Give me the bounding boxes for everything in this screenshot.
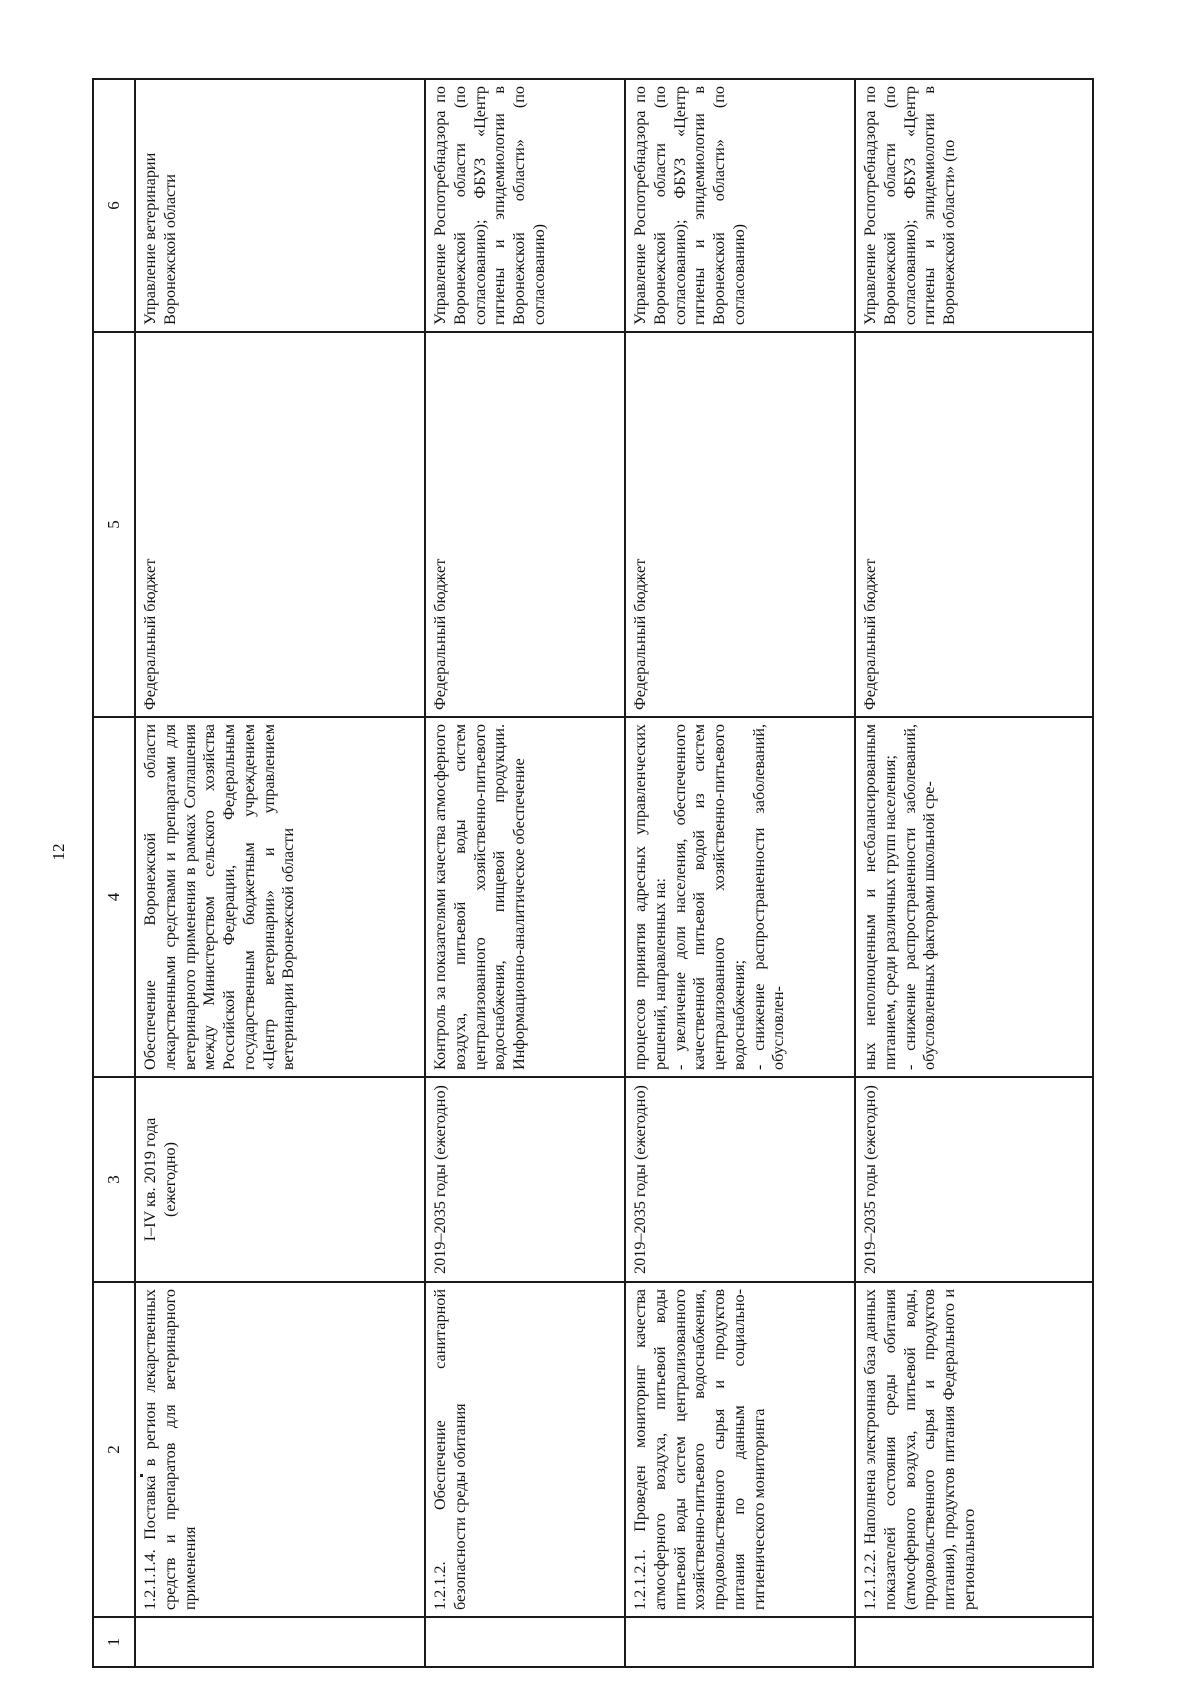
result-cell: 1.2.1.2.2. Наполнена электронная база данных показателей состояния среды обитания (атмосферного воздуха, питьевой воды, продовольственного сырья и продуктов питания), продуктов питания Федерального и регионального: [855, 1282, 1093, 1617]
table-row: [135, 79, 425, 1667]
description-cell: процессов принятия адресных управленческих решений, направленных на: - увеличение доли населения, обеспеченного качественной питьевой водой из систем централизованного хозяйственно-питьевого водоснабжения; - снижение распространенности заболеваний, обусловлен-: [625, 717, 855, 1077]
period-cell: I–IV кв. 2019 года (ежегодно): [135, 1077, 425, 1282]
period-cell: 2019–2035 годы (ежегодно): [425, 1077, 625, 1282]
table-row: [425, 79, 625, 1667]
column-header: 2: [93, 1282, 135, 1617]
result-cell: 1.2.1.2.1. Проведен мониторинг качества атмосферного воздуха, питьевой воды питьевой воды систем централизованного хозяйственно-питьевого водоснабжения, продовольственного сырья и продуктов питания по данным социально-гигиенического мониторинга: [625, 1282, 855, 1617]
funding-source-cell: Федеральный бюджет: [425, 332, 625, 717]
column-header: 1: [93, 1617, 135, 1667]
funding-source-cell: Федеральный бюджет: [855, 332, 1093, 717]
column-number-row: [93, 79, 135, 1667]
column-header: 5: [93, 332, 135, 717]
column-header: 4: [93, 717, 135, 1077]
row-number-cell: [855, 1617, 1093, 1667]
row-number-cell: [135, 1617, 425, 1667]
description-cell: Обеспечение Воронежской области лекарственными средствами и препаратами для ветеринарного применения в рамках Соглашения между Министерством сельского хозяйства Российской Федерации, Федеральным государственным бюджетным учреждением «Центр ветеринарии» и управлением ветеринарии Воронежской области: [135, 717, 425, 1077]
column-header: 3: [93, 1077, 135, 1282]
description-cell: Контроль за показателями качества атмосферного воздуха, питьевой воды систем централизованного хозяйственно-питьевого водоснабжения, пищевой продукции. Информационно-аналитическое обеспечение: [425, 717, 625, 1077]
page-number: 12: [49, 843, 68, 861]
period-cell: 2019–2035 годы (ежегодно): [625, 1077, 855, 1282]
executor-cell: Управление ветеринарии Воронежской области: [135, 79, 425, 332]
description-cell: ных неполноценным и несбалансированным питанием, среди различных групп населения; - снижение распространенности заболеваний, обусловленных факторами школьной сре-: [855, 717, 1093, 1077]
funding-source-cell: Федеральный бюджет: [625, 332, 855, 717]
plan-table: [92, 78, 1094, 1668]
period-cell: 2019–2035 годы (ежегодно): [855, 1077, 1093, 1282]
table-row: [625, 79, 855, 1667]
rotated-table-container: [92, 80, 1090, 1668]
executor-cell: Управление Роспотребнадзора по Воронежской области (по согласованию); ФБУЗ «Центр гигиены и эпидемиологии в Воронежской области» (по согласованию): [425, 79, 625, 332]
row-number-cell: [625, 1617, 855, 1667]
row-number-cell: [425, 1617, 625, 1667]
result-cell: 1.2.1.1.4. Поставка в регион лекарственных средств и препаратов для ветеринарного применения: [135, 1282, 425, 1617]
column-header: 6: [93, 79, 135, 332]
executor-cell: Управление Роспотребнадзора по Воронежской области (по согласованию); ФБУЗ «Центр гигиены и эпидемиологии в Воронежской области» (по: [855, 79, 1093, 332]
result-cell: 1.2.1.2. Обеспечение санитарной безопасности среды обитания: [425, 1282, 625, 1617]
executor-cell: Управление Роспотребнадзора по Воронежской области (по согласованию); ФБУЗ «Центр гигиены и эпидемиологии в Воронежской области» (по согласованию): [625, 79, 855, 332]
table-row: [855, 79, 1093, 1667]
funding-source-cell: Федеральный бюджет: [135, 332, 425, 717]
